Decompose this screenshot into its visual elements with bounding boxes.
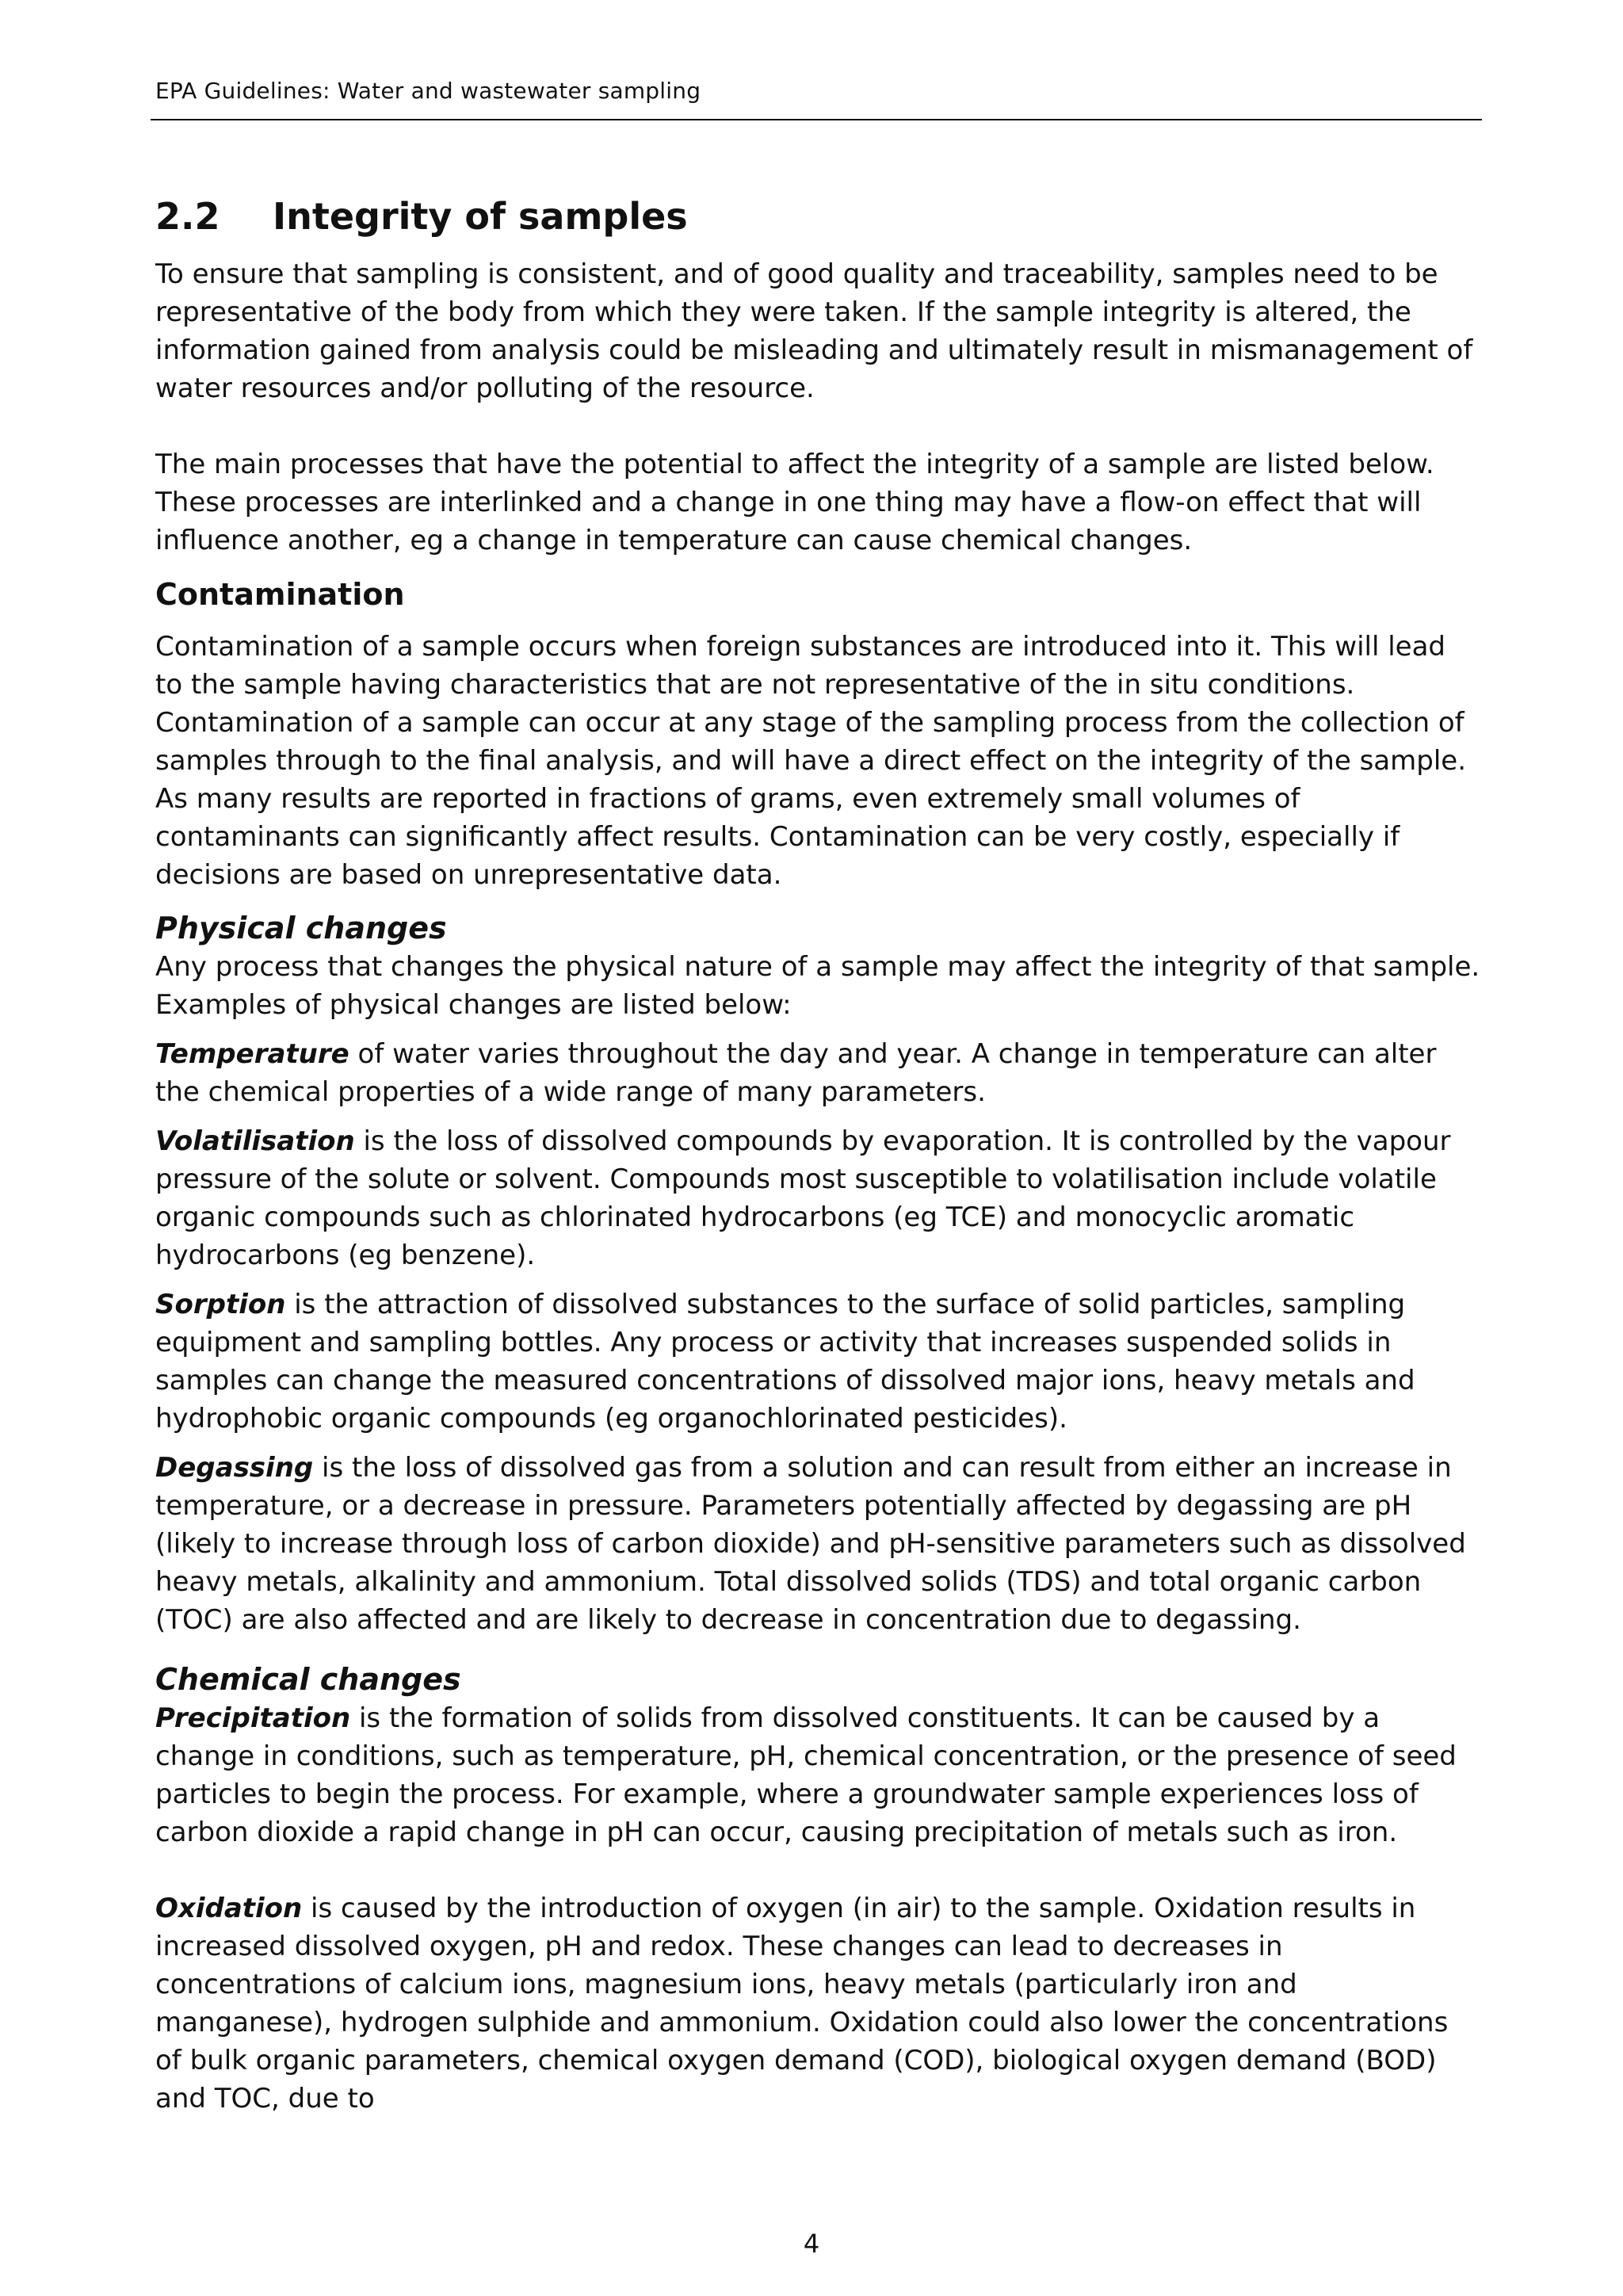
section-title: Integrity of samples	[273, 195, 688, 238]
degassing-paragraph	[155, 1449, 1480, 1639]
temperature-text: of water varies throughout the day and year. A change in temperature can alter the chemical properties of a wide range of many parameters.	[155, 1038, 1437, 1108]
contamination-heading: Contamination	[155, 577, 405, 612]
term-oxidation: Oxidation	[155, 1893, 303, 1924]
degassing-text: is the loss of dissolved gas from a solution and can result from either an increase in temperature, or a decrease in pressure. Parameters potentially affected by degassing are pH (likely to increase through loss of carbon dioxide) and pH-sensitive parameters such as dissolved heavy metals, alkalinity and ammonium. Total dissolved solids (TDS) and total organic carbon (TOC) are also affected and are likely to decrease in concentration due to degassing.	[155, 1452, 1466, 1636]
contamination-paragraph: Contamination of a sample occurs when foreign substances are introduced into it. This will lead to the sample having characteristics that are not representative of the in situ conditions. Contamination of a sample can occur at any stage of the sampling process from the collection of samples through to the final analysis, and will have a direct effect on the integrity of the sample. As many results are reported in fractions of grams, even extremely small volumes of contaminants can significantly affect results. Contamination can be very costly, especially if decisions are based on unrepresentative data.	[155, 631, 1466, 891]
running-header: EPA Guidelines: Water and wastewater sampling	[155, 78, 701, 104]
sorption-text: is the attraction of dissolved substances to the surface of solid particles, sampling equipment and sampling bottles. Any process or activity that increases suspended solids in samples can change the measured concentrations of dissolved major ions, heavy metals and hydrophobic organic compounds (eg organochlorinated pesticides).	[155, 1289, 1415, 1435]
term-degassing: Degassing	[155, 1452, 314, 1484]
chemical-changes-heading: Chemical changes	[155, 1662, 461, 1697]
intro-paragraph-1: To ensure that sampling is consistent, and of good quality and traceability, samples need to be representative of the body from which they were taken. If the sample integrity is altered, the information gained from analysis could be misleading and ultimately result in mismanagement of water resources and/or polluting of the resource.	[155, 258, 1473, 404]
header-rule	[151, 119, 1482, 120]
sorption-paragraph	[155, 1286, 1480, 1438]
precipitation-paragraph	[155, 1699, 1480, 1851]
oxidation-paragraph	[155, 1889, 1480, 2118]
term-volatilisation: Volatilisation	[155, 1125, 355, 1157]
volatilisation-paragraph	[155, 1122, 1480, 1274]
page-number: 4	[803, 2229, 820, 2259]
term-sorption: Sorption	[155, 1289, 286, 1320]
temperature-paragraph	[155, 1035, 1480, 1111]
physical-changes-heading: Physical changes	[155, 911, 447, 946]
page-content	[155, 192, 1480, 2118]
term-precipitation: Precipitation	[155, 1702, 351, 1734]
intro-paragraph-2: The main processes that have the potential to affect the integrity of a sample are listed below. These processes are interlinked and a change in one thing may have a flow-on effect that will influence another, eg a change in temperature can cause chemical changes.	[155, 449, 1434, 556]
oxidation-text: is caused by the introduction of oxygen (in air) to the sample. Oxidation results in increased dissolved oxygen, pH and redox. These changes can lead to decreases in concentrations of calcium ions, magnesium ions, heavy metals (particularly iron and manganese), hydrogen sulphide and ammonium. Oxidation could also lower the concentrations of bulk organic parameters, chemical oxygen demand (COD), biological oxygen demand (BOD) and TOC, due to	[155, 1893, 1449, 2115]
precipitation-text: is the formation of solids from dissolved constituents. It can be caused by a change in conditions, such as temperature, pH, chemical concentration, or the presence of seed particles to begin the process. For example, where a groundwater sample experiences loss of carbon dioxide a rapid change in pH can occur, causing precipitation of metals such as iron.	[155, 1702, 1457, 1848]
term-temperature: Temperature	[155, 1038, 349, 1070]
section-heading	[155, 192, 1480, 241]
section-number: 2.2	[155, 195, 220, 238]
physical-changes-intro: Any process that changes the physical nature of a sample may affect the integrity of that sample. Examples of physical changes are listed below:	[155, 951, 1480, 1021]
volatilisation-text: is the loss of dissolved compounds by evaporation. It is controlled by the vapour pressure of the solute or solvent. Compounds most susceptible to volatilisation include volatile organic compounds such as chlorinated hydrocarbons (eg TCE) and monocyclic aromatic hydrocarbons (eg benzene).	[155, 1125, 1451, 1271]
